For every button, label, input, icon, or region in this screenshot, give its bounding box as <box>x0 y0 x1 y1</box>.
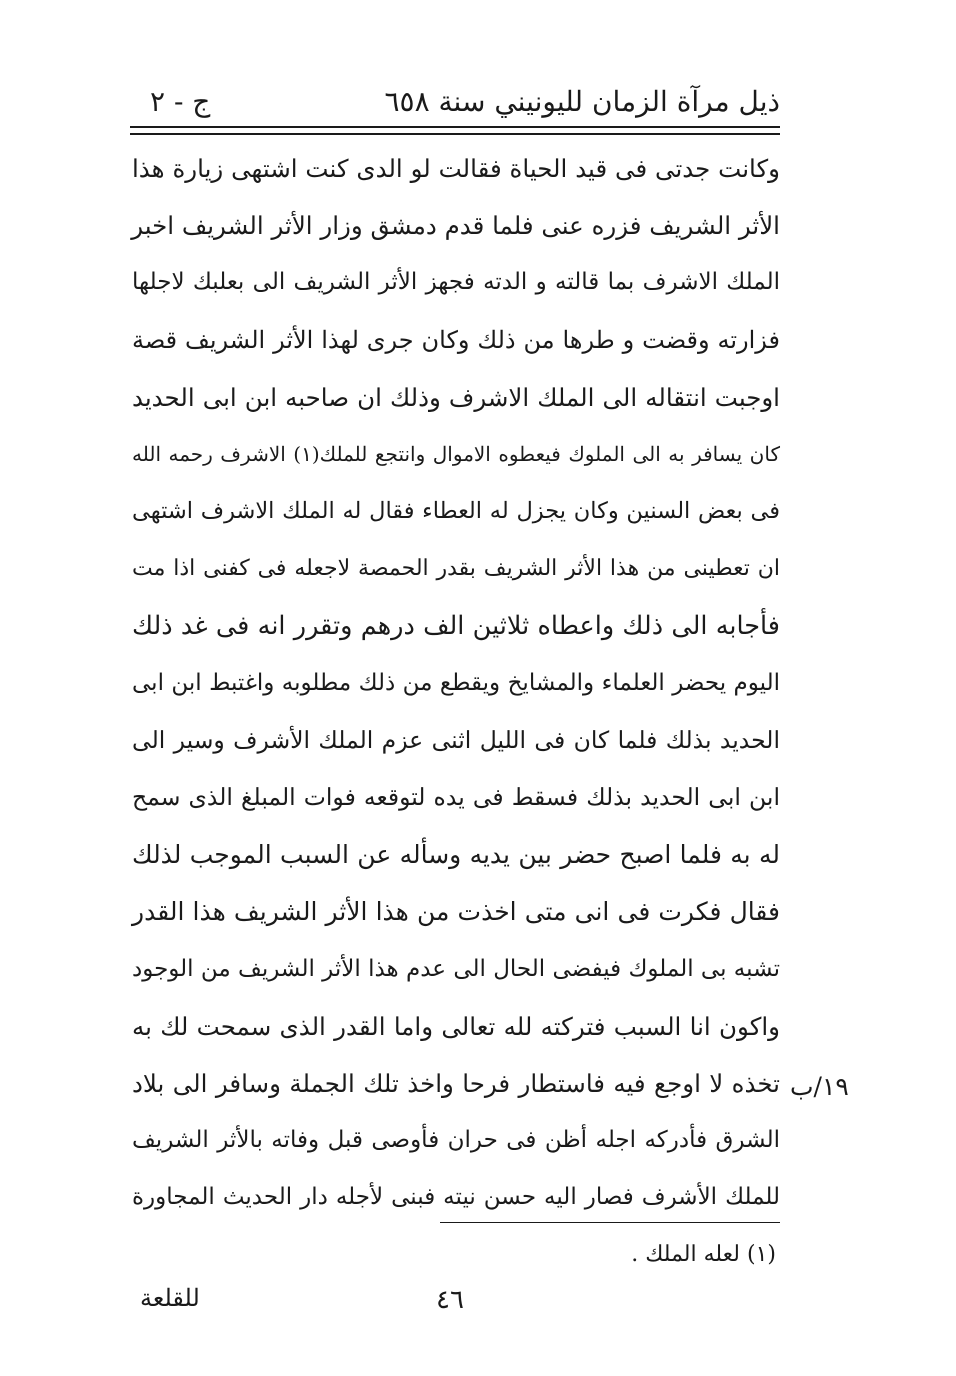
header-rule-thin <box>130 126 780 128</box>
header-volume: ج - ٢ <box>150 85 211 118</box>
body-text <box>132 140 780 1227</box>
text-line: اوجبت انتقاله الى الملك الاشرف وذلك ان صاحبه ابن ابى الحديد <box>132 382 780 412</box>
text-line: فأجابه الى ذلك واعطاه ثلاثين الف درهم وتقرر انه فى غد ذلك <box>132 610 780 641</box>
text-line: وكانت جدتى فى قيد الحياة فقالت لو الدى كنت اشتهى زيارة هذا <box>132 154 780 183</box>
text-line: اليوم يحضر العلماء والمشايخ ويقطع من ذلك مطلوبه واغتبط ابن ابى <box>132 669 780 696</box>
text-line: فقال فكرت فى انى متى اخذت من هذا الأثر الشريف هذا القدر <box>132 897 780 927</box>
text-line: تخذه لا اوجع فيه فاستطار فرحا واخذ تلك الجملة وسافر الى بلاد <box>132 1069 780 1098</box>
text-line: الشرق فأدركه اجله أظن فى حران فأوصى قبل وفاته بالأثر الشريف <box>132 1127 780 1154</box>
text-line: للملك الأشرف فصار اليه حسن نيته فبنى لأجله دار الحديث المجاورة <box>132 1184 780 1211</box>
text-line: له به فلما اصبح حضر بين يديه وسأله عن السبب الموجب لذلك <box>132 840 780 870</box>
text-line: كان يسافر به الى الملوك فيعطوه الاموال وانتجع للملك(١) الاشرف رحمه الله <box>132 441 780 466</box>
running-header <box>130 80 780 124</box>
catchword: للقلعة <box>140 1284 200 1312</box>
footnote: (١) لعله الملك . <box>631 1242 776 1267</box>
header-title: ذيل مرآة الزمان لليونيني سنة ٦٥٨ <box>384 85 780 118</box>
text-line: الحديد بذلك فلما كان فى الليل اثنى عزم الملك الأشرف وسير الى <box>132 725 780 754</box>
text-line: الملك الاشرف بما قالته و الدته فجهز الأثر الشريف الى بعلبك لاجلها <box>132 269 780 296</box>
folio-margin-note: ١٩/ب <box>790 1072 849 1101</box>
text-line: واكون انا السبب فتركته لله تعالى واما القدر الذى سمحت لك به <box>132 1011 780 1041</box>
text-line: الأثر الشريف فزره عنى فلما قدم دمشق وزار الأثر الشريف اخبر <box>131 211 780 241</box>
page-number: ٤٦ <box>436 1285 464 1315</box>
text-line: تشبه بى الملوك فيفضى الحال الى عدم هذا الأثر الشريف من الوجود <box>131 955 780 982</box>
text-line: فى بعض السنين وكان يجزل له العطاء فقال له الملك الاشرف اشتهى <box>132 498 780 525</box>
footnote-rule <box>440 1222 780 1223</box>
text-line: ان تعطينى من هذا الأثر الشريف بقدر الحمصة لاجعله فى كفنى اذا مت <box>132 556 780 582</box>
header-rule-thick <box>130 133 780 135</box>
text-line: ابن ابى الحديد بذلك فسقط فى يده لتوقعه فوات المبلغ الذى سمح <box>132 783 780 812</box>
text-line: فزارته وقضت و طرها من ذلك وكان جرى لهذا الأثر الشريف قصة <box>132 325 780 354</box>
